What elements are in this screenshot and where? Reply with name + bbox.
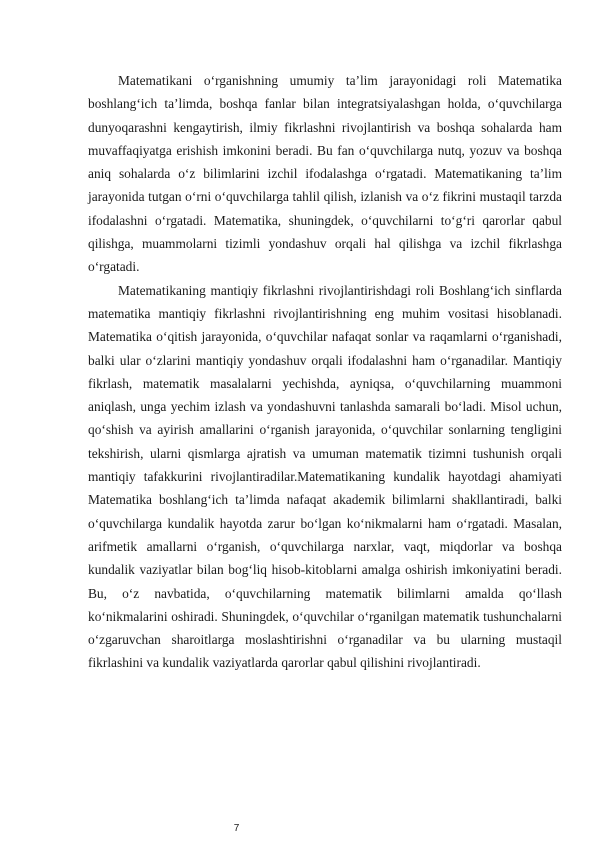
paragraph-mathematics-role: Matematikani o‘rganishning umumiy ta’lim jarayonidagi roli Matematika boshlang‘ich ta’limda, boshqa fanlar bilan integratsiyalashgan holda, o‘quvchilarga dunyoqarashni kengaytirish, ilmiy fikrlashni rivojlantirish va boshqa sohalarda ham muvaffaqiyatga erishish imkonini beradi. Bu fan o‘quvchilarga nutq, yozuv va boshqa aniq sohalarda o‘z bilimlarini izchil ifodalashga o‘rgatadi. Matematikaning ta’lim jarayonida tutgan o‘rni o‘quvchilarga tahlil qilish, izlanish va o‘z fikrini mustaqil tarzda ifodalashni o‘rgatadi. Matematika, shuningdek, o‘quvchilarni to‘g‘ri qarorlar qabul qilishga, muammolarni tizimli yondashuv orqali hal qilishga va izchil fikrlashga o‘rgatadi. (88, 73, 562, 275)
document-body (88, 69, 562, 675)
paragraph-logical-thinking: Matematikaning mantiqiy fikrlashni rivojlantirishdagi roli Boshlang‘ich sinflarda matematika mantiqiy fikrlashni rivojlantirishning eng muhim vositasi hisoblanadi. Matematika o‘qitish jarayonida, o‘quvchilar nafaqat sonlar va raqamlarni o‘rganishadi, balki ular o‘zlarini mantiqiy yondashuv orqali ifodalashni ham o‘rganadilar. Mantiqiy fikrlash, matematik masalalarni yechishda, ayniqsa, o‘quvchilarning muammoni aniqlash, unga yechim izlash va yondashuvni tanlashda samarali bo‘ladi. Misol uchun, qo‘shish va ayirish amallarini o‘rganish jarayonida, o‘quvchilar sonlarning tengligini tekshirish, ularni qismlarga ajratish va umuman matematik tizimni tushunish orqali mantiqiy tafakkurini rivojlantiradilar.Matematikaning kundalik hayotdagi ahamiyati Matematika boshlang‘ich ta’limda nafaqat akademik bilimlarni shakllantiradi, balki o‘quvchilarga kundalik hayotda zarur bo‘lgan ko‘nikmalarni ham o‘rgatadi. Masalan, arifmetik amallarni o‘rganish, o‘quvchilarga narxlar, vaqt, miqdorlar va boshqa kundalik vaziyatlar bilan bog‘liq hisob-kitoblarni amalga oshirish imkoniyatini beradi. Bu, o‘z navbatida, o‘quvchilarning matematik bilimlarni amalda qo‘llash ko‘nikmalarini oshiradi. Shuningdek, o‘quvchilar o‘rganilgan matematik tushunchalarni o‘zgaruvchan sharoitlarga moslashtirishni o‘rganadilar va bu ularning mustaqil fikrlashini va kundalik vaziyatlarda qarorlar qabul qilishini rivojlantiradi. (88, 282, 562, 671)
page-number: 7 (233, 823, 240, 834)
